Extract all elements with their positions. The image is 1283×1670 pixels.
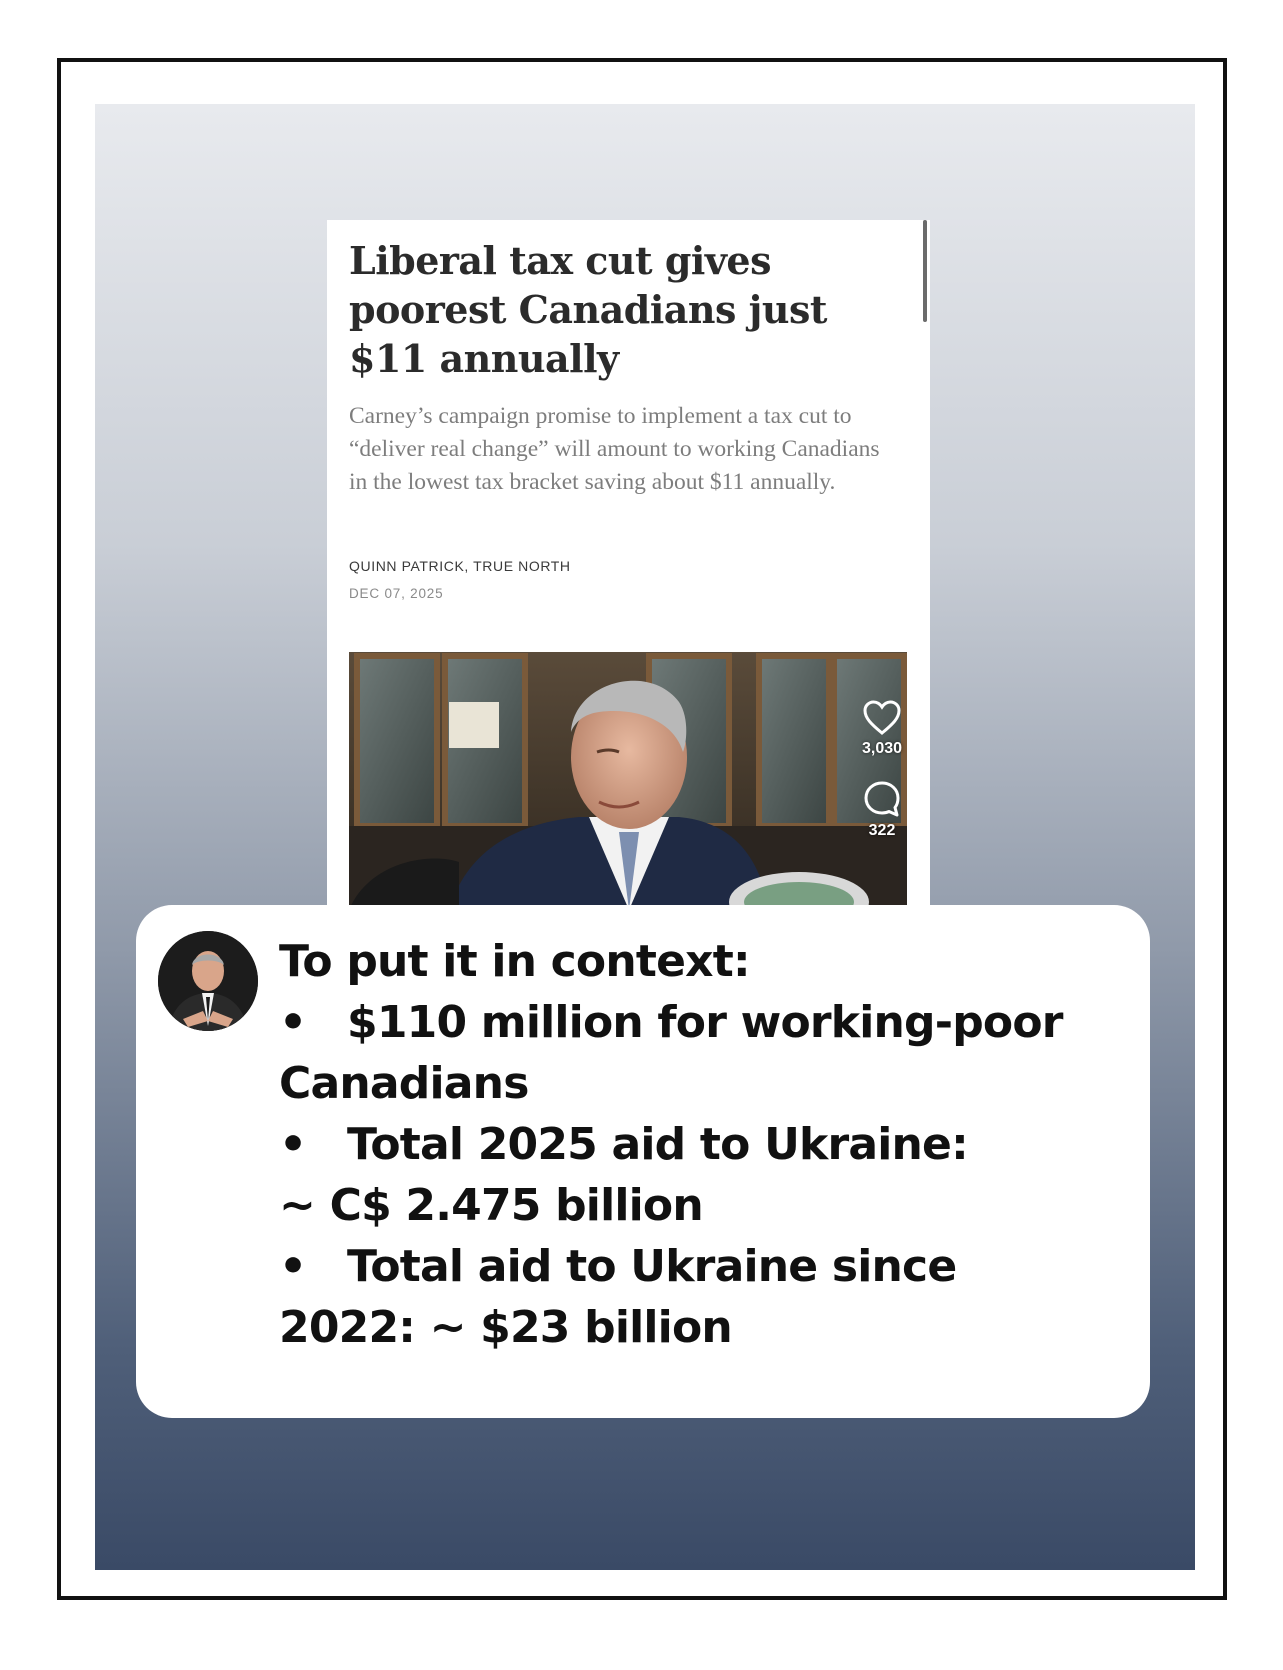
article-date: DEC 07, 2025: [349, 586, 444, 601]
scroll-indicator: [923, 220, 927, 322]
article-photo: [349, 652, 907, 910]
comment-action[interactable]: [847, 780, 917, 840]
article-headline: Liberal tax cut gives poorest Canadians just $11 annually: [349, 238, 827, 381]
bullet-1-text: $110 million for working-poor: [347, 997, 1063, 1048]
comment-count: 322: [868, 822, 896, 839]
comment-body: [279, 931, 1119, 1358]
like-count: 3,030: [861, 740, 903, 757]
heart-icon[interactable]: [863, 700, 901, 736]
bullet-marker: •: [279, 997, 307, 1048]
avatar[interactable]: [158, 931, 258, 1031]
comment-bullet-1: [279, 992, 1119, 1053]
comment-card: [136, 905, 1150, 1418]
comment-bullet-2: [279, 1114, 1119, 1175]
comment-intro: To put it in context:: [279, 936, 750, 987]
comment-bubble-icon[interactable]: [863, 780, 901, 818]
bullet-3-continuation: 2022: ~ $23 billion: [279, 1302, 732, 1353]
photo-illustration: [349, 652, 907, 910]
bullet-marker: •: [279, 1241, 307, 1292]
action-rail: [847, 700, 917, 862]
bullet-marker: •: [279, 1119, 307, 1170]
comment-bullet-3: [279, 1236, 1119, 1297]
article-card[interactable]: [327, 220, 930, 910]
bullet-2-text: Total 2025 aid to Ukraine:: [347, 1119, 968, 1170]
avatar-image: [158, 931, 258, 1031]
article-byline: QUINN PATRICK, TRUE NORTH: [349, 558, 571, 574]
bullet-3-text: Total aid to Ukraine since: [347, 1241, 957, 1292]
article-dek: Carney’s campaign promise to implement a tax cut to “deliver real change” will amount to working Canadians in the lowest tax bracket saving about $11 annually.: [349, 403, 880, 495]
bullet-2-continuation: ~ C$ 2.475 billion: [279, 1180, 703, 1231]
bullet-1-continuation: Canadians: [279, 1058, 529, 1109]
like-action[interactable]: [847, 700, 917, 758]
